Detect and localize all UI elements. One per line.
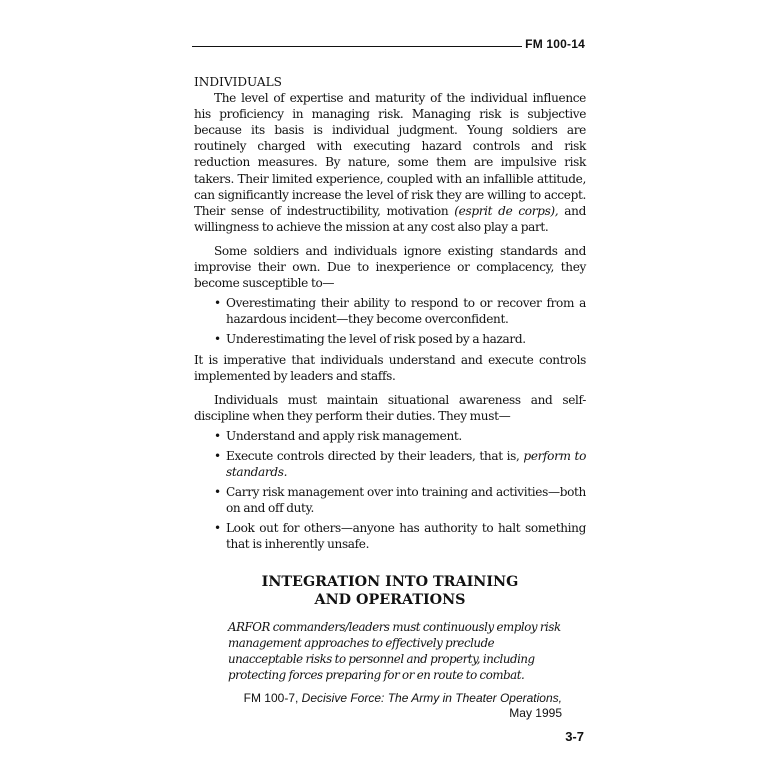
bullet-symbol: •: [214, 521, 221, 536]
document-code: FM 100-14: [525, 37, 585, 51]
bullet-symbol: •: [214, 428, 221, 443]
main-text-column: [194, 74, 586, 721]
heading-line-2: AND OPERATIONS: [314, 591, 466, 608]
paragraph-imperative: It is imperative that individuals understand and execute controls implemented by leaders and staffs.: [194, 352, 586, 383]
paragraph-expertise-text-a: The level of expertise and maturity of the individual influence his proficiency in managing risk. Managing risk is subjective because its basis is individual judgment. Young soldiers are routinely charged with executing hazard controls and risk reduction measures. By nature, some them are impulsive risk takers. Their limited experience, coupled with an infallible attitude, can significantly increase the level of risk they are willing to accept. Their sense of indestructibility, motivation: [194, 91, 586, 218]
bullet-text: Carry risk management over into training and activities—both on and off duty.: [226, 485, 586, 516]
paragraph-expertise-italic: (esprit de corps),: [454, 203, 559, 218]
section-heading-integration: [194, 573, 586, 609]
bullet-italic-text: perform to standards.: [226, 448, 587, 480]
bullet-item: [214, 428, 586, 444]
epigraph-quote: ARFOR commanders/leaders must continuously employ risk management approaches to effectively preclude unacceptable risks to personnel and property, including protecting forces preparing for or en route to combat.: [228, 619, 561, 682]
paragraph-situational-awareness: Individuals must maintain situational awareness and self-discipline when they perform their duties. They must—: [194, 392, 586, 423]
bullet-item: [214, 484, 586, 516]
attribution-date: May 1995: [509, 705, 562, 720]
paragraph-expertise-text-b: and willingness to achieve the mission at any cost also play a part.: [194, 203, 586, 234]
paragraph-expertise: [194, 90, 586, 235]
bullet-item: [214, 295, 586, 327]
heading-line-1: INTEGRATION INTO TRAINING: [261, 573, 519, 590]
bullet-text: Underestimating the level of risk posed by a hazard.: [226, 332, 526, 347]
bullet-item: [214, 448, 586, 480]
section-heading-individuals: INDIVIDUALS: [194, 75, 282, 89]
bullet-symbol: •: [214, 332, 221, 347]
paragraph-susceptible: Some soldiers and individuals ignore existing standards and improvise their own. Due to inexperience or complacency, they become susceptible to—: [194, 243, 586, 291]
bullet-symbol: •: [214, 296, 221, 311]
bullet-list-susceptible: [194, 295, 586, 347]
bullet-text: Understand and apply risk management.: [226, 428, 462, 443]
bullet-item: [214, 331, 586, 347]
bullet-item: [214, 520, 586, 552]
bullet-text: Look out for others—anyone has authority to halt something that is inherently unsafe.: [226, 521, 586, 552]
bullet-symbol: •: [214, 485, 221, 500]
attribution-title: Decisive Force: The Army in Theater Operations,: [301, 690, 562, 705]
bullet-text: Execute controls directed by their leaders, that is,: [226, 448, 524, 463]
header-rule: [192, 46, 522, 47]
bullet-list-duties: [194, 428, 586, 553]
attribution-prefix: FM 100-7,: [243, 690, 302, 705]
bullet-text: Overestimating their ability to respond to or recover from a hazardous incident—they become overconfident.: [226, 296, 586, 327]
page-number: 3-7: [565, 729, 584, 744]
bullet-symbol: •: [214, 448, 221, 463]
running-header: [192, 36, 585, 56]
epigraph-attribution: [228, 691, 562, 721]
